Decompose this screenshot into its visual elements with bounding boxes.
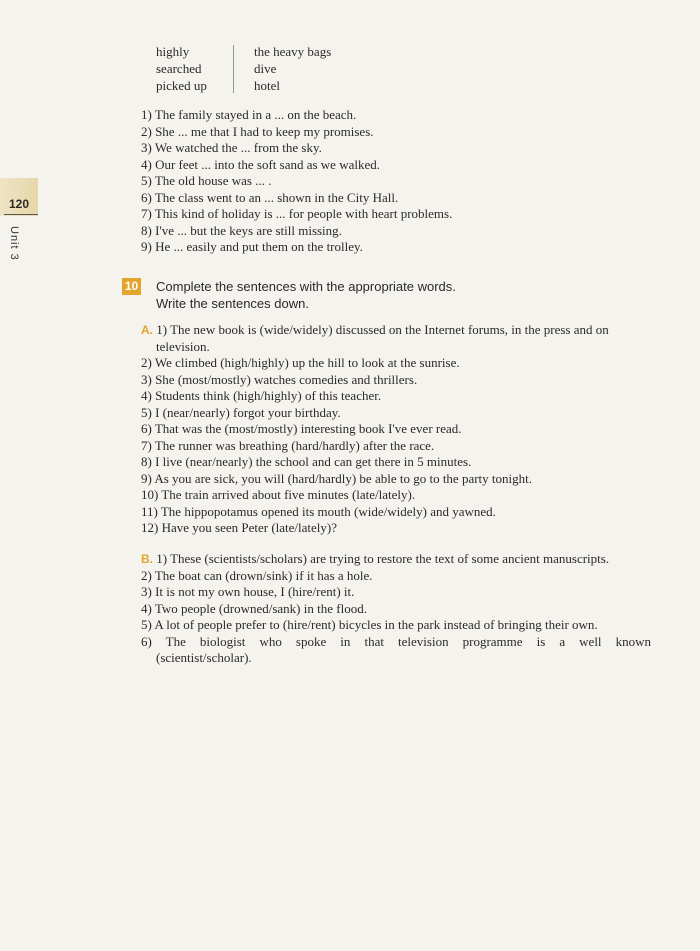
sentence: 7) The runner was breathing (hard/hardly) after the race. [141,437,435,453]
sentence-text: 6) The biologist who spoke in that television programme is a well known [141,633,651,649]
sentence: 5) The old house was ... . [141,173,272,188]
sentence: 7) This kind of holiday is ... for people with heart problems. [141,206,453,221]
sentence: 4) Our feet ... into the soft sand as we walked. [141,156,380,172]
sentence: 2) The boat can (drown/sink) if it has a hole. [141,567,373,583]
sentence-text: 1) The new book is (wide/widely) discussed on the Internet forums, in the press and on [153,322,609,337]
sentence-text: 1) These (scientists/scholars) are trying to restore the text of some ancient manuscripts. [153,551,610,566]
sentence: 12) Have you seen Peter (late/lately)? [141,520,337,535]
sentence: 2) She ... me that I had to keep my promises. [141,123,374,139]
instruction-line: Write the sentences down. [156,296,309,311]
sentence: 6) That was the (most/mostly) interesting book I've ever read. [141,421,462,436]
sentence: 10) The train arrived about five minutes (late/lately). [141,487,416,502]
sentence: 9) As you are sick, you will (hard/hardly) be able to go to the party tonight. [141,470,532,486]
sentence: 5) I (near/nearly) forgot your birthday. [141,404,341,420]
part-a-sentences [141,322,651,537]
sentence: 3) She (most/mostly) watches comedies and thrillers. [141,371,418,387]
sentence: 4) Students think (high/highly) of this teacher. [141,388,382,403]
exercise-instructions [156,278,556,312]
word-bank-item: searched [156,61,202,76]
part-a-label: A. [141,323,153,337]
sentence: 8) I've ... but the keys are still missing. [141,222,342,238]
part-b-sentences [141,551,651,667]
sentence: 11) The hippopotamus opened its mouth (wide/widely) and yawned. [141,503,496,519]
gap-fill-sentences [141,107,452,256]
word-bank-item: picked up [156,78,207,93]
sentence: 6) The class went to an ... shown in the City Hall. [141,189,399,205]
sentence: 3) We watched the ... from the sky. [141,140,322,155]
word-bank-item: the heavy bags [254,44,332,59]
sentence: 4) Two people (drowned/sank) in the flood. [141,600,367,616]
word-bank-left-column [156,43,207,94]
page-number: 120 [9,197,30,211]
word-bank-item: highly [156,44,190,59]
sentence: 9) He ... easily and put them on the trolley. [141,239,363,254]
word-bank-item: dive [254,61,277,76]
margin-rule [4,214,38,215]
unit-label: Unit 3 [8,226,20,261]
sentence: 1) The family stayed in a ... on the beach. [141,107,357,122]
sentence [141,322,651,339]
sentence-continuation: (scientist/scholar). [156,650,252,665]
word-bank-item: hotel [254,78,280,93]
sentence: 8) I live (near/nearly) the school and can get there in 5 minutes. [141,454,472,469]
sentence: 5) A lot of people prefer to (hire/rent) bicycles in the park instead of bringing their own. [141,617,598,632]
sentence-continuation: television. [156,338,210,354]
exercise-number-badge: 10 [122,278,141,295]
sentence [141,551,651,568]
sentence [141,634,651,651]
word-bank-divider [233,45,234,93]
instruction-line: Complete the sentences with the appropriate words. [156,279,456,294]
sentence: 3) It is not my own house, I (hire/rent) it. [141,584,355,599]
sentence: 2) We climbed (high/highly) up the hill to look at the sunrise. [141,355,460,370]
part-b-label: B. [141,552,153,566]
word-bank-right-column [254,43,331,94]
